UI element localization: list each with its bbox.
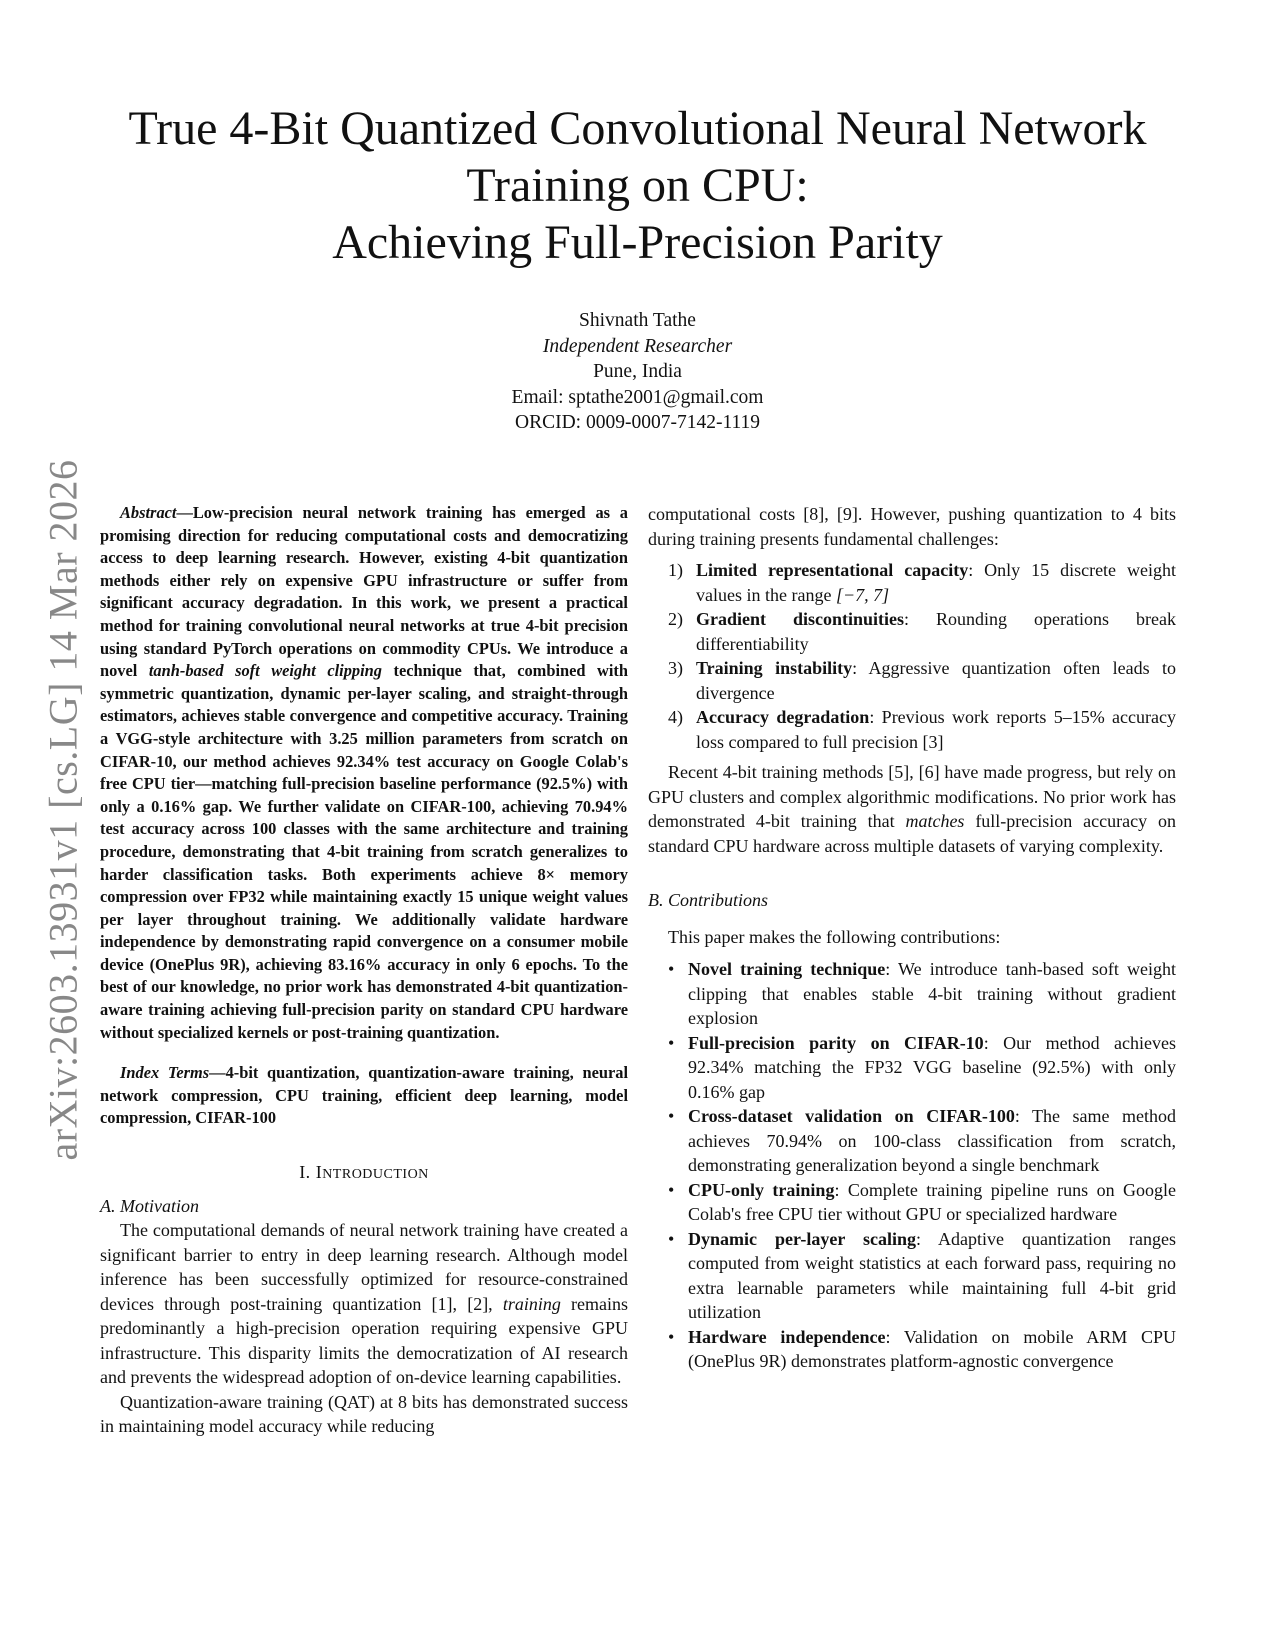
contributions-list (648, 957, 1176, 1374)
abstract-text-1: —Low-precision neural network training has emerged as a promising direction for reducing computational costs and democratizing access to deep learning research. However, existing 4-bit quantization methods either rely on expensive GPU infrastructure or suffer from significant accuracy degradation. In this work, we present a practical method for training convolutional neural networks at true 4-bit precision using standard PyTorch operations on commodity CPUs. We introduce a novel (100, 503, 628, 681)
list-item (648, 1104, 1176, 1178)
challenges-list (648, 558, 1176, 754)
right-column (648, 502, 1176, 1374)
arxiv-identifier: arXiv:2603.13931v1 [cs.LG] 14 Mar 2026 (40, 459, 86, 1161)
list-item-term: Limited representational capacity (696, 560, 969, 580)
list-item-math: [−7, 7] (835, 584, 890, 605)
author-orcid[interactable]: ORCID: 0009-0007-7142-1119 (515, 412, 760, 433)
list-item-term: Accuracy degradation (696, 707, 870, 727)
list-item (648, 705, 1176, 754)
contribution-term: CPU-only training (688, 1179, 835, 1200)
contribution-term: Novel training technique (688, 959, 886, 979)
motivation-p1-emphasis: training (502, 1293, 561, 1314)
motivation-paragraph-1 (100, 1218, 628, 1390)
bullet-icon: • (668, 1179, 675, 1200)
list-item-number: 2) (668, 609, 683, 629)
contribution-text: : Validation on mobile ARM CPU (OnePlus 9R) demonstrates platform-agnostic convergence (688, 1326, 1177, 1371)
list-item-term: Training instability (696, 658, 853, 678)
recent-methods-paragraph (648, 760, 1176, 858)
section-heading-introduction (100, 1160, 628, 1188)
abstract-text-2: technique that, combined with symmetric quantization, dynamic per-layer scaling, and straight-through estimators, achieves stable convergence and competitive accuracy. Training a VGG-style architecture with 3.25 million parameters from scratch on CIFAR-10, our method achieves 92.34% test accuracy on Google Colab's free CPU tier—matching full-precision baseline performance (92.5%) with only a 0.16% gap. We further validate on CIFAR-100, achieving 70.94% test accuracy across 100 classes with the same architecture and training procedure, demonstrating that 4-bit training from scratch generalizes to harder classification tasks. Both experiments achieve 8× memory compression over FP32 while maintaining exactly 15 unique weight values per layer throughout training. We additionally validate hardware independence by demonstrating rapid convergence on a consumer mobile device (OnePlus 9R), achieving 83.16% accuracy in only 6 epochs. To the best of our knowledge, no prior work has demonstrated 4-bit quantization-aware training achieving full-precision parity on standard CPU hardware without specialized kernels or post-training quantization. (100, 661, 629, 1042)
arxiv-sidebar (38, 455, 88, 1165)
section-title-first: I (315, 1162, 323, 1183)
index-terms (100, 1062, 628, 1130)
paper-title (80, 100, 1195, 271)
title-line-2: Training on CPU: (466, 159, 809, 212)
left-column (100, 502, 628, 1439)
contribution-term: Dynamic per-layer scaling (688, 1228, 917, 1249)
section-number: I. (299, 1162, 316, 1183)
list-item-text: : Only 15 discrete weight values in the range (696, 560, 1176, 605)
motivation-paragraph-2: Quantization-aware training (QAT) at 8 bits has demonstrated success in maintaining model accuracy while reducing (100, 1391, 628, 1437)
index-terms-text: —4-bit quantization, quantization-aware training, neural network compression, CPU training, efficient deep learning, model compression, CIFAR-100 (100, 1063, 629, 1128)
recent-text-b: full-precision accuracy on standard CPU hardware across multiple datasets of varying complexity. (648, 811, 1176, 856)
list-item-text: : Rounding operations break differentiability (696, 609, 1176, 654)
list-item (648, 1178, 1176, 1227)
contribution-text: : We introduce tanh-based soft weight clipping that enables stable 4-bit training without gradient explosion (688, 959, 1176, 1028)
author-location: Pune, India (593, 361, 682, 382)
motivation-p1-text-b: remains predominantly a high-precision operation requiring expensive GPU infrastructure. This disparity limits the democratization of AI research and prevents the widespread adoption of on-device learning capabilities. (100, 1293, 628, 1388)
bullet-icon: • (668, 959, 675, 979)
abstract-emphasis: tanh-based soft weight clipping (148, 661, 382, 681)
author-email[interactable]: Email: sptathe2001@gmail.com (511, 386, 764, 408)
author-block (0, 308, 1275, 436)
author-name: Shivnath Tathe (579, 310, 696, 331)
title-line-1: True 4-Bit Quantized Convolutional Neural Network (128, 102, 1147, 155)
list-item (648, 558, 1176, 607)
contribution-term: Hardware independence (688, 1326, 886, 1347)
bullet-icon: • (668, 1032, 675, 1053)
abstract-label: Abstract (120, 503, 177, 522)
contribution-term: Full-precision parity on CIFAR-10 (688, 1032, 984, 1053)
contribution-text: : The same method achieves 70.94% on 100-class classification from scratch, demonstrating generalization beyond a single benchmark (688, 1106, 1176, 1175)
contribution-term: Cross-dataset validation on CIFAR-100 (688, 1106, 1015, 1126)
list-item-text: : Aggressive quantization often leads to divergence (696, 658, 1177, 703)
title-line-3: Achieving Full-Precision Parity (332, 216, 943, 269)
list-item (648, 1031, 1176, 1105)
section-title-rest: NTRODUCTION (322, 1167, 429, 1183)
list-item (648, 607, 1176, 656)
subsection-heading-motivation: A. Motivation (100, 1195, 199, 1216)
author-affiliation: Independent Researcher (542, 335, 733, 357)
abstract (100, 502, 628, 1044)
recent-text-a: Recent 4-bit training methods [5], [6] have made progress, but rely on GPU clusters and complex algorithmic modifications. No prior work has demonstrated 4-bit training that (648, 762, 1176, 831)
contribution-text: : Complete training pipeline runs on Google Colab's free CPU tier without GPU or specialized hardware (688, 1179, 1176, 1224)
bullet-icon: • (668, 1106, 675, 1126)
contribution-text: : Adaptive quantization ranges computed from weight statistics at each forward pass, requiring no extra learnable parameters while maintaining full 4-bit grid utilization (688, 1228, 1176, 1322)
list-item (648, 957, 1176, 1031)
list-item-number: 1) (668, 560, 683, 580)
list-item-number: 4) (668, 707, 683, 727)
list-item-term: Gradient discontinuities (696, 609, 905, 629)
index-terms-label: Index Terms (120, 1063, 210, 1083)
bullet-icon: • (668, 1228, 675, 1249)
subsection-heading-contributions: B. Contributions (648, 890, 769, 910)
bullet-icon: • (668, 1326, 675, 1347)
motivation-paragraph-2-continued: computational costs [8], [9]. However, pushing quantization to 4 bits during training presents fundamental challenges: (648, 504, 1176, 549)
motivation-p1-text-a: The computational demands of neural network training have created a significant barrier to entry in deep learning research. Although model inference has been successfully optimized for resource-constrained devices through post-training quantization [1], [2], (100, 1220, 628, 1314)
list-item (648, 1227, 1176, 1325)
contributions-intro: This paper makes the following contributions: (668, 926, 1001, 947)
contribution-text: : Our method achieves 92.34% matching the FP32 VGG baseline (92.5%) with only 0.16% gap (688, 1032, 1176, 1102)
list-item-text: : Previous work reports 5–15% accuracy loss compared to full precision [3] (696, 707, 1176, 752)
recent-emphasis: matches (905, 811, 965, 831)
list-item (648, 1325, 1176, 1374)
list-item-number: 3) (668, 658, 683, 678)
list-item (648, 656, 1176, 705)
